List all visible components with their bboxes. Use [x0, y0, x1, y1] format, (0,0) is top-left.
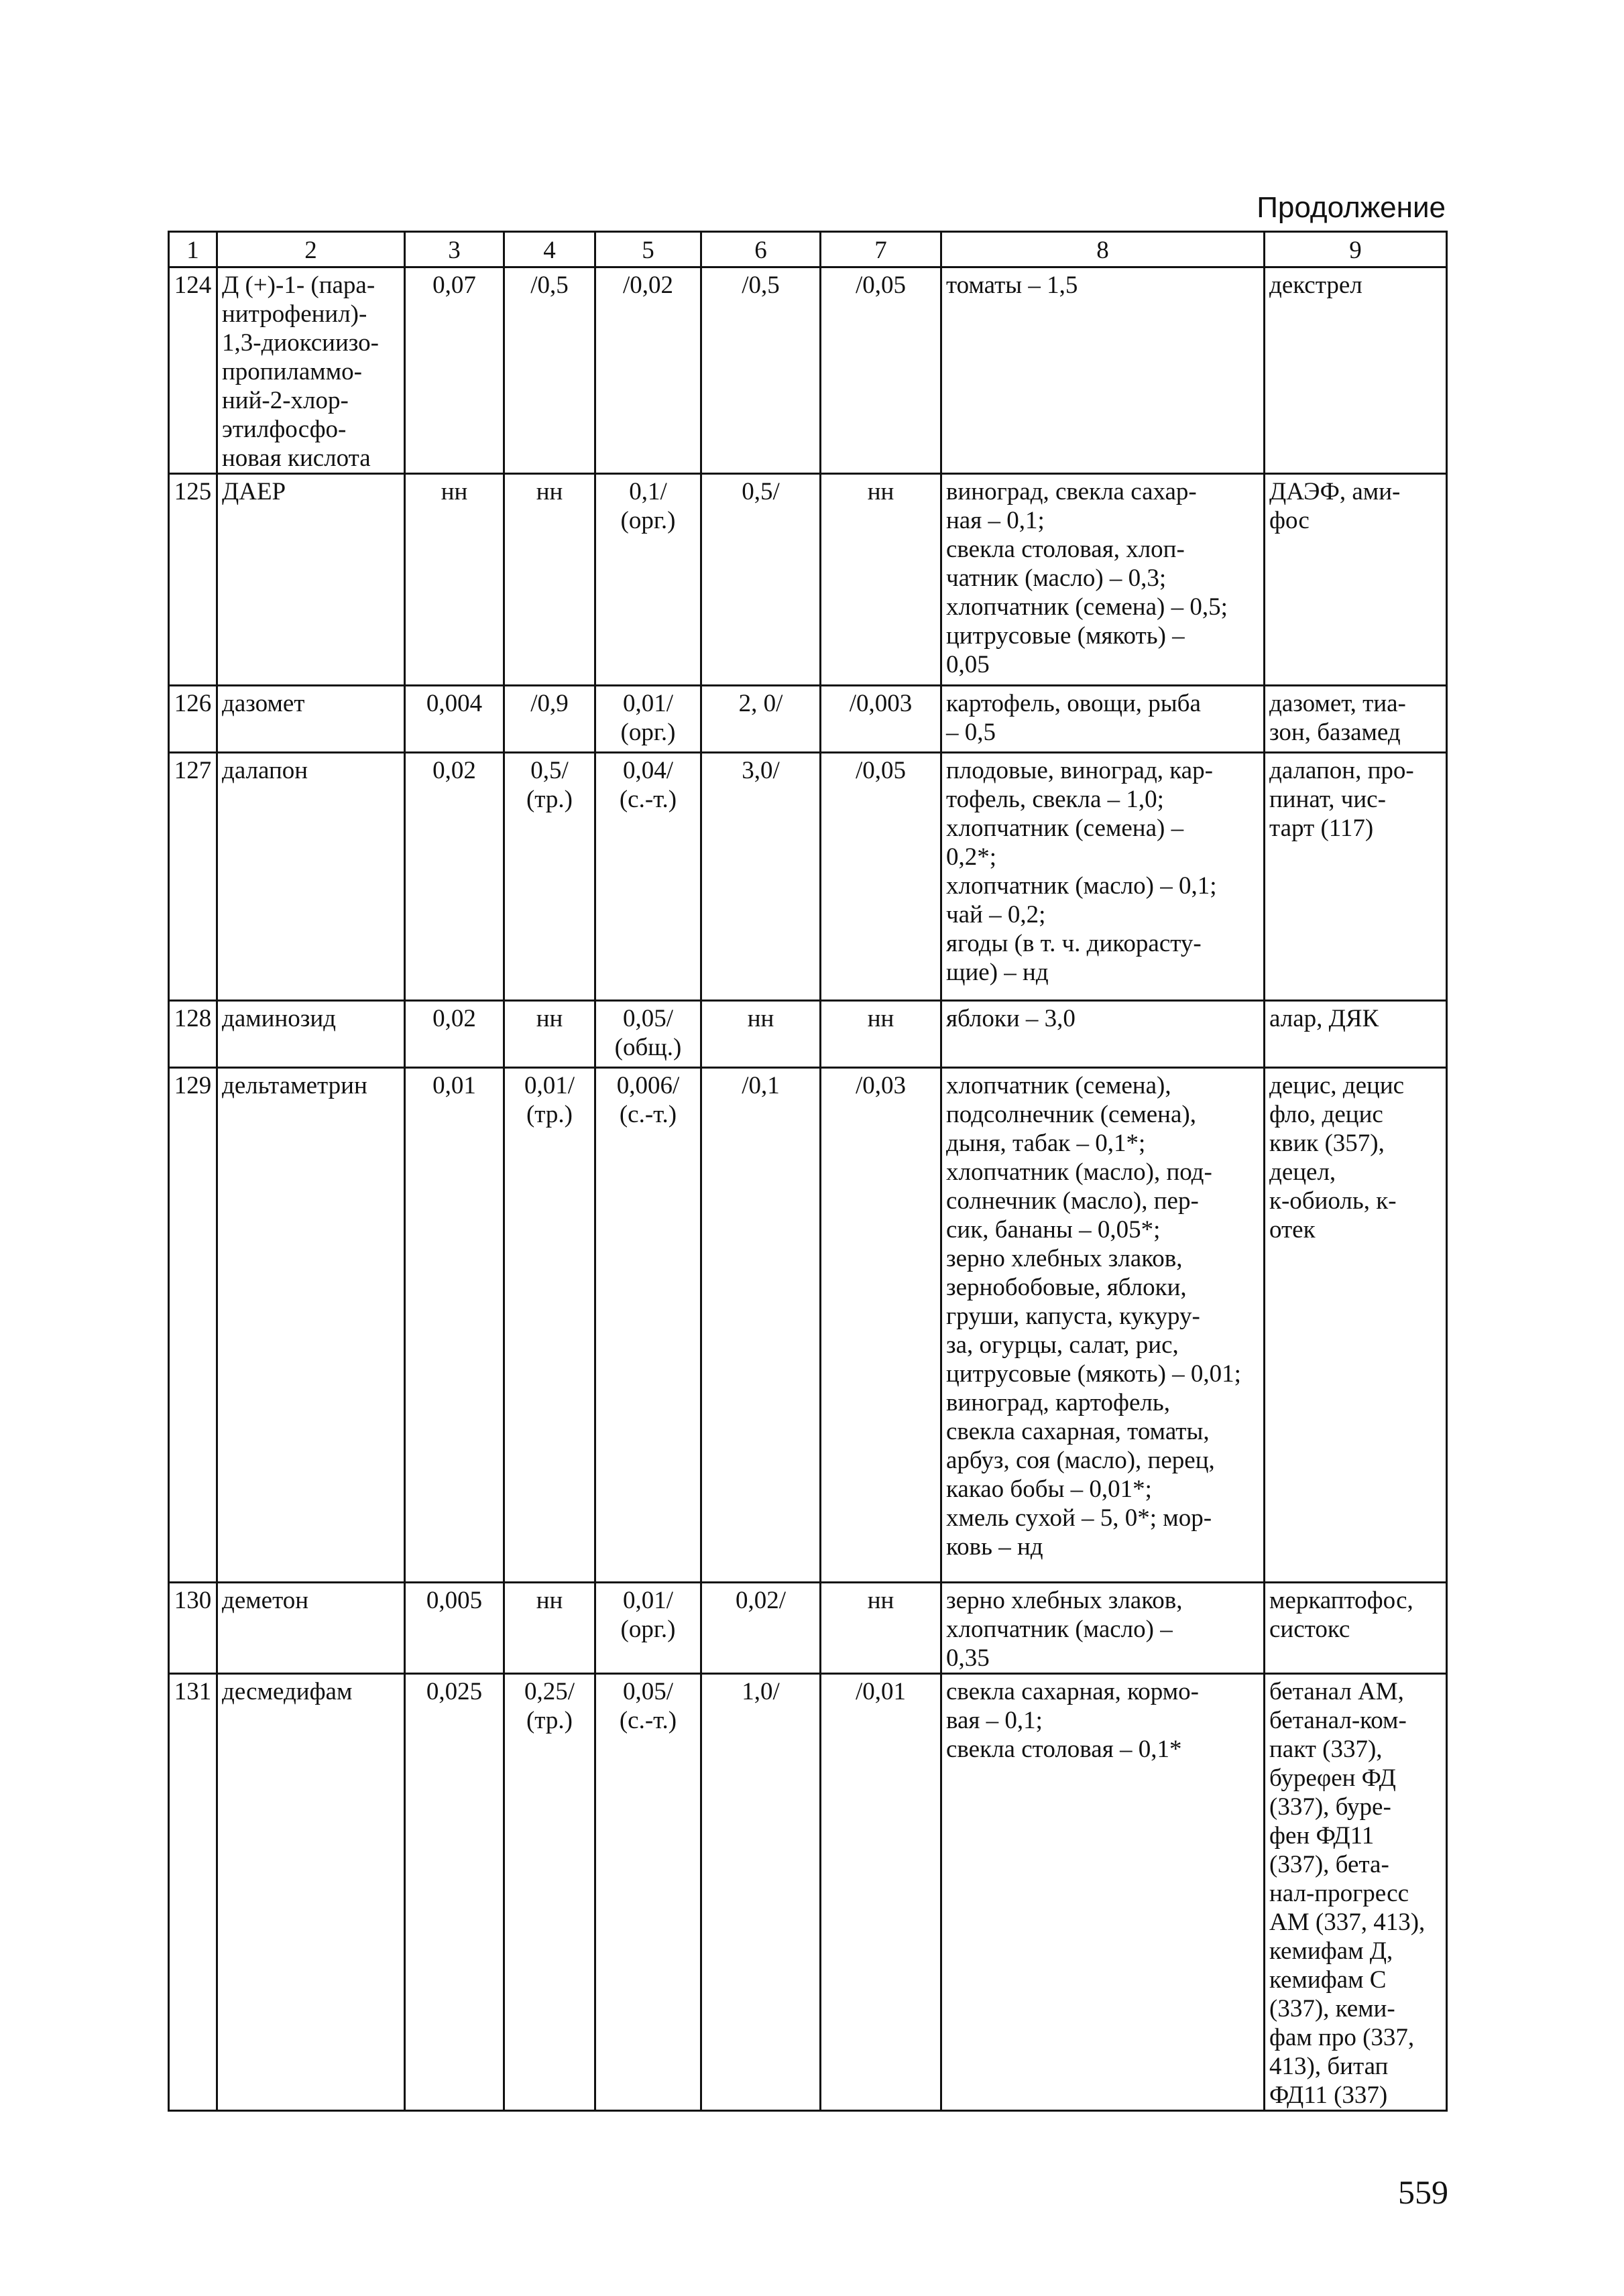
- text-line: подсолнечник (семена),: [946, 1101, 1196, 1128]
- table-row: [169, 267, 1447, 474]
- text-line: 0,006/: [616, 1072, 680, 1099]
- value-cell-3: [405, 1583, 504, 1674]
- text-line: /0,01: [855, 1678, 907, 1705]
- substance-name-cell: [217, 474, 405, 686]
- text-line: Д (+)-1- (пара-: [222, 271, 375, 299]
- text-line: 0,02/: [735, 1587, 787, 1614]
- value-cell-5: [595, 1583, 701, 1674]
- value-cell-6: [701, 1583, 821, 1674]
- text-line: (орг.): [620, 719, 676, 746]
- text-line: (тр.): [526, 1707, 573, 1734]
- text-line: свекла столовая – 0,1*: [946, 1736, 1182, 1763]
- text-line: фос: [1269, 507, 1310, 534]
- residue-limits-cell: [941, 753, 1265, 1001]
- table-row: [169, 474, 1447, 686]
- text-line: далапон: [222, 757, 308, 784]
- text-line: (с.-т.): [619, 1101, 677, 1128]
- header-cell: 3: [405, 232, 504, 267]
- value-cell-6: [701, 753, 821, 1001]
- header-cell: 2: [217, 232, 405, 267]
- substance-name-cell: [217, 1001, 405, 1068]
- value-cell-3: [405, 1674, 504, 2111]
- value-cell-6: [701, 1068, 821, 1583]
- value-cell-6: [701, 686, 821, 753]
- text-line: фло, децис: [1269, 1101, 1383, 1128]
- text-line: 0,01/: [622, 690, 674, 717]
- trade-names-cell: [1265, 474, 1447, 686]
- text-line: хлопчатник (масло) –: [946, 1616, 1173, 1643]
- text-line: сик, бананы – 0,05*;: [946, 1216, 1161, 1244]
- text-line: 0,01: [432, 1072, 476, 1099]
- row-number-cell: 127: [169, 753, 217, 1001]
- text-line: к-обиоль, к-: [1269, 1187, 1397, 1215]
- text-line: 0,04/: [622, 757, 674, 784]
- text-line: кемифам Д,: [1269, 1937, 1393, 1965]
- text-line: томаты – 1,5: [946, 271, 1078, 299]
- trade-names-cell: [1265, 267, 1447, 474]
- text-line: дазомет: [222, 690, 305, 717]
- header-cell: 8: [941, 232, 1265, 267]
- text-line: пинат, чис-: [1269, 786, 1386, 813]
- text-line: /0,5: [530, 271, 569, 299]
- pesticide-table: [168, 231, 1448, 2112]
- text-line: даминозид: [222, 1005, 337, 1032]
- text-line: 0,07: [432, 271, 476, 299]
- text-line: какао бобы – 0,01*;: [946, 1475, 1152, 1503]
- text-line: декстрел: [1269, 271, 1362, 299]
- text-line: 0,02: [432, 1005, 476, 1032]
- table-row: [169, 1001, 1447, 1068]
- text-line: ДАЕР: [222, 478, 286, 505]
- text-line: децис, децис: [1269, 1072, 1405, 1099]
- text-line: хлопчатник (семена),: [946, 1072, 1171, 1099]
- value-cell-3: [405, 267, 504, 474]
- substance-name-cell: [217, 1068, 405, 1583]
- value-cell-7: [821, 267, 941, 474]
- text-line: (с.-т.): [619, 786, 677, 813]
- value-cell-3: [405, 686, 504, 753]
- text-line: бетанал АМ,: [1269, 1678, 1404, 1705]
- text-line: 0,5/: [530, 757, 569, 784]
- row-number-cell: 130: [169, 1583, 217, 1674]
- text-line: (337), буре-: [1269, 1793, 1391, 1821]
- row-number-cell: 131: [169, 1674, 217, 2111]
- text-line: 0,5/: [742, 478, 780, 505]
- value-cell-4: [504, 1001, 595, 1068]
- value-cell-5: [595, 1001, 701, 1068]
- value-cell-7: [821, 474, 941, 686]
- text-line: /0,05: [855, 757, 907, 784]
- trade-names-cell: [1265, 1001, 1447, 1068]
- text-line: ний-2-хлор-: [222, 387, 349, 414]
- trade-names-cell: [1265, 1674, 1447, 2111]
- text-line: нн: [867, 1587, 894, 1614]
- text-line: чай – 0,2;: [946, 901, 1046, 928]
- text-line: 0,02: [432, 757, 476, 784]
- text-line: далапон, про-: [1269, 757, 1414, 784]
- value-cell-4: [504, 1068, 595, 1583]
- text-line: ковь – нд: [946, 1533, 1043, 1561]
- text-line: хлопчатник (масло) – 0,1;: [946, 872, 1217, 900]
- text-line: ФД11 (337): [1269, 2081, 1388, 2109]
- text-line: чатник (масло) – 0,3;: [946, 564, 1167, 592]
- text-line: виноград, свекла сахар-: [946, 478, 1197, 505]
- text-line: 0,1/: [629, 478, 667, 505]
- text-line: алар, ДЯК: [1269, 1005, 1379, 1032]
- value-cell-3: [405, 1068, 504, 1583]
- text-line: 1,0/: [742, 1678, 780, 1705]
- text-line: зерно хлебных злаков,: [946, 1245, 1183, 1272]
- text-line: 0,05/: [622, 1678, 674, 1705]
- text-line: отек: [1269, 1216, 1316, 1244]
- row-number-cell: 129: [169, 1068, 217, 1583]
- substance-name-cell: [217, 1674, 405, 2111]
- value-cell-5: [595, 753, 701, 1001]
- residue-limits-cell: [941, 1674, 1265, 2111]
- trade-names-cell: [1265, 753, 1447, 1001]
- text-line: бетанал-ком-: [1269, 1707, 1407, 1734]
- text-line: /0,5: [742, 271, 780, 299]
- text-line: фен ФД11: [1269, 1822, 1375, 1850]
- text-line: (орг.): [620, 507, 676, 534]
- text-line: хлопчатник (масло), под-: [946, 1158, 1212, 1186]
- row-number-cell: 128: [169, 1001, 217, 1068]
- substance-name-cell: [217, 267, 405, 474]
- text-line: груши, капуста, кукуру-: [946, 1303, 1200, 1330]
- value-cell-7: [821, 1583, 941, 1674]
- value-cell-5: [595, 686, 701, 753]
- text-line: нн: [441, 478, 468, 505]
- residue-limits-cell: [941, 267, 1265, 474]
- header-cell: 4: [504, 232, 595, 267]
- text-line: виноград, картофель,: [946, 1389, 1171, 1416]
- substance-name-cell: [217, 686, 405, 753]
- residue-limits-cell: [941, 1583, 1265, 1674]
- row-number-cell: 126: [169, 686, 217, 753]
- text-line: /0,9: [530, 690, 569, 717]
- text-line: нн: [867, 1005, 894, 1032]
- value-cell-4: [504, 1674, 595, 2111]
- text-line: хлопчатник (семена) – 0,5;: [946, 593, 1228, 621]
- table-row: [169, 1583, 1447, 1674]
- table-body: [169, 232, 1447, 2111]
- text-line: кемифам С: [1269, 1966, 1387, 1994]
- row-number-cell: 124: [169, 267, 217, 474]
- value-cell-6: [701, 1001, 821, 1068]
- text-line: (337), бета-: [1269, 1851, 1389, 1878]
- text-line: нн: [536, 1587, 563, 1614]
- text-line: 3,0/: [742, 757, 780, 784]
- text-line: зернобобовые, яблоки,: [946, 1274, 1187, 1301]
- header-row: [169, 232, 1447, 267]
- text-line: /0,003: [849, 690, 913, 717]
- text-line: хлопчатник (семена) –: [946, 814, 1184, 842]
- text-line: /0,03: [855, 1072, 907, 1099]
- residue-limits-cell: [941, 1001, 1265, 1068]
- header-cell: 9: [1265, 232, 1447, 267]
- text-line: свекла сахарная, томаты,: [946, 1418, 1210, 1445]
- text-line: дазомет, тиа-: [1269, 690, 1406, 717]
- page-number: 559: [1398, 2173, 1448, 2211]
- text-line: ная – 0,1;: [946, 507, 1045, 534]
- value-cell-7: [821, 686, 941, 753]
- text-line: ДАЭФ, ами-: [1269, 478, 1401, 505]
- text-line: /0,02: [622, 271, 674, 299]
- text-line: (общ.): [614, 1034, 682, 1061]
- value-cell-6: [701, 1674, 821, 2111]
- text-line: (337), кеми-: [1269, 1995, 1395, 2022]
- text-line: 0,05/: [622, 1005, 674, 1032]
- text-line: хмель сухой – 5, 0*; мор-: [946, 1504, 1212, 1532]
- text-line: – 0,5: [946, 719, 996, 746]
- value-cell-7: [821, 753, 941, 1001]
- table-row: [169, 753, 1447, 1001]
- text-line: зерно хлебных злаков,: [946, 1587, 1183, 1614]
- text-line: 0,005: [426, 1587, 483, 1614]
- trade-names-cell: [1265, 1068, 1447, 1583]
- text-line: 0,004: [426, 690, 483, 717]
- substance-name-cell: [217, 1583, 405, 1674]
- value-cell-4: [504, 686, 595, 753]
- text-line: нн: [536, 1005, 563, 1032]
- text-line: 2, 0/: [738, 690, 783, 717]
- residue-limits-cell: [941, 1068, 1265, 1583]
- substance-name-cell: [217, 753, 405, 1001]
- text-line: тарт (117): [1269, 814, 1374, 842]
- value-cell-7: [821, 1674, 941, 2111]
- text-line: этилфосфо-: [222, 416, 347, 443]
- text-line: пропиламмо-: [222, 358, 362, 385]
- text-line: меркаптофос,: [1269, 1587, 1413, 1614]
- text-line: 0,25/: [524, 1678, 575, 1705]
- text-line: 0,025: [426, 1678, 483, 1705]
- text-line: солнечник (масло), пер-: [946, 1187, 1199, 1215]
- text-line: (орг.): [620, 1616, 676, 1643]
- text-line: картофель, овощи, рыба: [946, 690, 1201, 717]
- text-line: /0,05: [855, 271, 907, 299]
- text-line: нн: [867, 478, 894, 505]
- header-cell: 5: [595, 232, 701, 267]
- text-line: свекла сахарная, кормо-: [946, 1678, 1199, 1705]
- row-number-cell: 125: [169, 474, 217, 686]
- text-line: нн: [536, 478, 563, 505]
- text-line: 413), битап: [1269, 2053, 1389, 2080]
- text-line: АМ (337, 413),: [1269, 1909, 1426, 1936]
- text-line: щие) – нд: [946, 959, 1049, 986]
- value-cell-5: [595, 474, 701, 686]
- header-cell: 6: [701, 232, 821, 267]
- trade-names-cell: [1265, 686, 1447, 753]
- text-line: новая кислота: [222, 444, 371, 472]
- text-line: вая – 0,1;: [946, 1707, 1043, 1734]
- value-cell-6: [701, 267, 821, 474]
- value-cell-5: [595, 267, 701, 474]
- text-line: систокс: [1269, 1616, 1350, 1643]
- header-cell: 7: [821, 232, 941, 267]
- residue-limits-cell: [941, 474, 1265, 686]
- text-line: 0,35: [946, 1644, 990, 1672]
- value-cell-6: [701, 474, 821, 686]
- text-line: (тр.): [526, 786, 573, 813]
- text-line: нитрофенил)-: [222, 300, 367, 328]
- text-line: 0,01/: [524, 1072, 575, 1099]
- header-cell: 1: [169, 232, 217, 267]
- value-cell-4: [504, 267, 595, 474]
- value-cell-7: [821, 1001, 941, 1068]
- text-line: /0,1: [742, 1072, 780, 1099]
- text-line: яблоки – 3,0: [946, 1005, 1076, 1032]
- text-line: арбуз, соя (масло), перец,: [946, 1447, 1215, 1474]
- text-line: нал-прогресс: [1269, 1880, 1409, 1907]
- trade-names-cell: [1265, 1583, 1447, 1674]
- text-line: цитрусовые (мякоть) – 0,01;: [946, 1360, 1241, 1388]
- text-line: дыня, табак – 0,1*;: [946, 1130, 1146, 1157]
- table-row: [169, 1674, 1447, 2111]
- text-line: тофель, свекла – 1,0;: [946, 786, 1164, 813]
- text-line: (тр.): [526, 1101, 573, 1128]
- text-line: деметон: [222, 1587, 309, 1614]
- text-line: зон, базамед: [1269, 719, 1401, 746]
- text-line: свекла столовая, хлоп-: [946, 536, 1185, 563]
- text-line: 0,05: [946, 651, 990, 678]
- text-line: буреφен ФД: [1269, 1764, 1396, 1792]
- text-line: квик (357),: [1269, 1130, 1385, 1157]
- table-row: [169, 1068, 1447, 1583]
- value-cell-7: [821, 1068, 941, 1583]
- value-cell-3: [405, 1001, 504, 1068]
- text-line: пакт (337),: [1269, 1736, 1383, 1763]
- text-line: ягоды (в т. ч. дикорасту-: [946, 930, 1202, 957]
- value-cell-4: [504, 1583, 595, 1674]
- text-line: 0,2*;: [946, 843, 997, 871]
- text-line: (с.-т.): [619, 1707, 677, 1734]
- residue-limits-cell: [941, 686, 1265, 753]
- value-cell-5: [595, 1674, 701, 2111]
- value-cell-5: [595, 1068, 701, 1583]
- value-cell-3: [405, 753, 504, 1001]
- value-cell-4: [504, 753, 595, 1001]
- text-line: нн: [747, 1005, 774, 1032]
- text-line: фам про (337,: [1269, 2024, 1415, 2051]
- text-line: десмедифам: [222, 1678, 353, 1705]
- text-line: децел,: [1269, 1158, 1336, 1186]
- value-cell-3: [405, 474, 504, 686]
- value-cell-4: [504, 474, 595, 686]
- text-line: 1,3-диоксиизо-: [222, 329, 379, 357]
- text-line: плодовые, виноград, кар-: [946, 757, 1213, 784]
- text-line: дельтаметрин: [222, 1072, 367, 1099]
- continuation-label: Продолжение: [1257, 191, 1446, 224]
- text-line: 0,01/: [622, 1587, 674, 1614]
- table-row: [169, 686, 1447, 753]
- text-line: за, огурцы, салат, рис,: [946, 1331, 1179, 1359]
- text-line: цитрусовые (мякоть) –: [946, 622, 1185, 650]
